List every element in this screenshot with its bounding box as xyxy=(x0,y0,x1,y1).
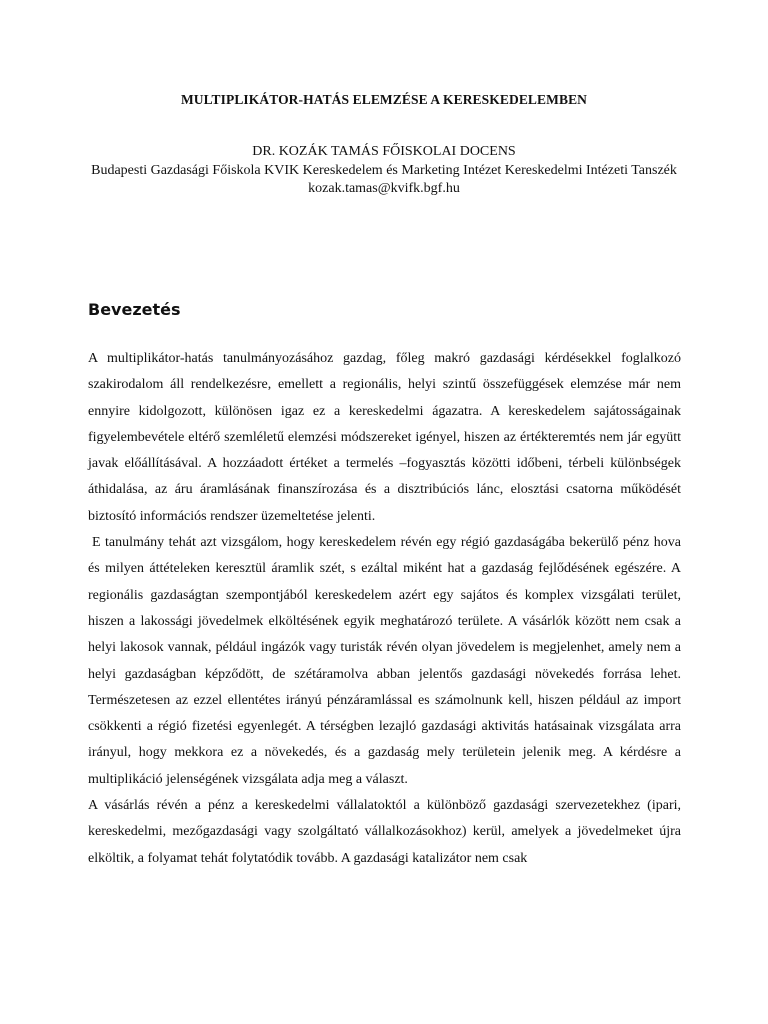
paragraph: A multiplikátor-hatás tanulmányozásához gazdag, főleg makró gazdasági kérdésekkel foglalkozó szakirodalom áll rendelkezésre, emellett a regionális, helyi szintű összefüggések elemzése már nem ennyire kidolgozott, különösen igaz ez a kereskedelmi ágazatra. A kereskedelem sajátosságainak figyelembevétele eltérő szemléletű elemzési módszereket igényel, hiszen az értékteremtés nem jár együtt javak előállításával. A hozzáadott értéket a termelés –fogyasztás közötti időbeni, térbeli különbségek áthidalása, az áru áramlásának finanszírozása és a disztribúciós lánc, elosztási csatorna működését biztosító információs rendszer üzemeltetése jelenti. xyxy=(88,351,681,524)
author-affiliation: Budapesti Gazdasági Főiskola KVIK Kereskedelem és Marketing Intézet Kereskedelmi Intézeti Tanszék xyxy=(91,162,677,178)
section-body xyxy=(88,346,681,872)
author-block xyxy=(70,143,698,199)
author-email: kozak.tamas@kvifk.bgf.hu xyxy=(308,181,460,196)
document-title: MULTIPLIKÁTOR-HATÁS ELEMZÉSE A KERESKEDELEMBEN xyxy=(180,92,588,107)
section-heading: Bevezetés xyxy=(88,300,181,319)
author-name: DR. KOZÁK TAMÁS FŐISKOLAI DOCENS xyxy=(252,144,516,159)
paragraph: A vásárlás révén a pénz a kereskedelmi vállalatoktól a különböző gazdasági szervezetekhez (ipari, kereskedelmi, mezőgazdasági vagy szolgáltató vállalkozásokhoz) kerül, amelyek a jövedelmeket újra elköltik, a folyamat tehát folytatódik tovább. A gazdasági katalizátor nem csak xyxy=(88,798,681,866)
paragraph: E tanulmány tehát azt vizsgálom, hogy kereskedelem révén egy régió gazdaságába bekerülő pénz hova és milyen áttételeken keresztül áramlik szét, s ezáltal miként hat a gazdaság fejlődésének egészére. A regionális gazdaságtan szempontjából kereskedelem azért egy sajátos és komplex vizsgálati terület, hiszen a lakossági jövedelmek elköltésének egyik meghatározó területe. A vásárlók között nem csak a helyi lakosok vannak, például ingázók vagy turisták révén olyan jövedelem is megjelenhet, amely nem a helyi gazdaságban képződött, de szétáramolva abban jelentős gazdasági növekedés forrása lehet. Természetesen az ezzel ellentétes irányú pénzáramlással es számolnunk kell, hiszen például az import csökkenti a régió fizetési egyenlegét. A térségben lezajló gazdasági aktivitás hatásainak vizsgálata arra irányul, hogy mekkora ez a növekedés, és a gazdaság mely területein jelenik meg. A kérdésre a multiplikáció jelenségének vizsgálata adja meg a választ. xyxy=(88,535,681,787)
